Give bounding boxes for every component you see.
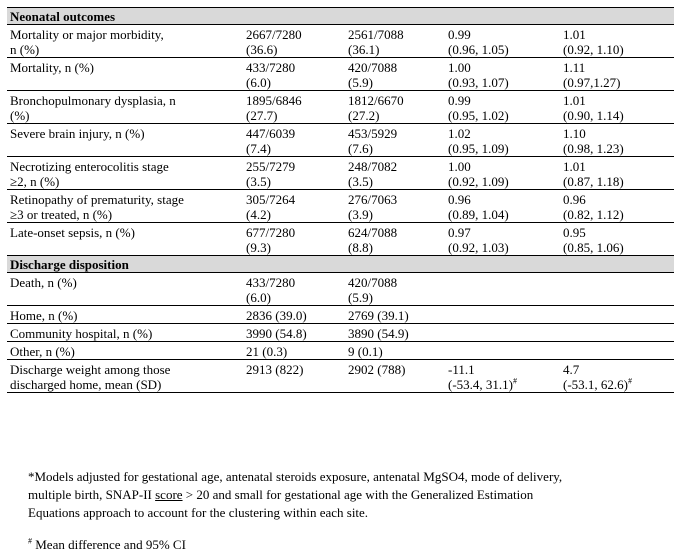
table-cell: 677/7280 (9.3) — [243, 223, 345, 256]
table-cell — [445, 324, 560, 342]
table-cell: 1.01 (0.92, 1.10) — [560, 25, 674, 58]
table-cell — [560, 342, 674, 360]
table-row — [7, 273, 674, 306]
table-cell — [445, 342, 560, 360]
table-row — [7, 91, 674, 124]
table-cell: 0.99 (0.96, 1.05) — [445, 25, 560, 58]
table-cell: 2769 (39.1) — [345, 306, 445, 324]
section-header: Discharge disposition — [7, 256, 674, 273]
table-row — [7, 342, 674, 360]
table-cell: 433/7280 (6.0) — [243, 58, 345, 91]
table-cell: 4.7 (-53.1, 62.6)# — [560, 360, 674, 393]
table-cell: 0.99 (0.95, 1.02) — [445, 91, 560, 124]
table-cell: 1.10 (0.98, 1.23) — [560, 124, 674, 157]
table-cell: 420/7088 (5.9) — [345, 273, 445, 306]
table-row — [7, 306, 674, 324]
footnote-marker: # — [628, 376, 632, 386]
row-label: Community hospital, n (%) — [7, 324, 243, 342]
table-cell: 1895/6846 (27.7) — [243, 91, 345, 124]
table-cell — [560, 273, 674, 306]
table-cell: 276/7063 (3.9) — [345, 190, 445, 223]
row-label: Mortality or major morbidity, n (%) — [7, 25, 243, 58]
table-cell: 0.95 (0.85, 1.06) — [560, 223, 674, 256]
table-cell: 305/7264 (4.2) — [243, 190, 345, 223]
row-label: Severe brain injury, n (%) — [7, 124, 243, 157]
table-row — [7, 58, 674, 91]
table-cell: 624/7088 (8.8) — [345, 223, 445, 256]
table-row — [7, 190, 674, 223]
row-label: Home, n (%) — [7, 306, 243, 324]
table-cell: 1.02 (0.95, 1.09) — [445, 124, 560, 157]
table-cell: 0.96 (0.89, 1.04) — [445, 190, 560, 223]
table-cell: 1812/6670 (27.2) — [345, 91, 445, 124]
table-cell: 453/5929 (7.6) — [345, 124, 445, 157]
row-label: Retinopathy of prematurity, stage ≥3 or treated, n (%) — [7, 190, 243, 223]
table-cell: 2913 (822) — [243, 360, 345, 393]
table-row — [7, 124, 674, 157]
table-cell: 1.01 (0.90, 1.14) — [560, 91, 674, 124]
table-cell: 9 (0.1) — [345, 342, 445, 360]
footnote-marker: # — [513, 376, 517, 386]
table-cell: 248/7082 (3.5) — [345, 157, 445, 190]
outcomes-table — [7, 7, 674, 393]
row-label: Bronchopulmonary dysplasia, n (%) — [7, 91, 243, 124]
table-cell: 2561/7088 (36.1) — [345, 25, 445, 58]
table-cell: 1.11 (0.97,1.27) — [560, 58, 674, 91]
footnote-models: *Models adjusted for gestational age, antenatal steroids exposure, antenatal MgSO4, mode of delivery, multiple birth, SNAP-II score > 20 and small for gestational age with the Generalized Estimation Equations approach to account for the clustering within each site. — [28, 469, 563, 520]
table-row — [7, 25, 674, 58]
table-cell: 0.96 (0.82, 1.12) — [560, 190, 674, 223]
row-label: Death, n (%) — [7, 273, 243, 306]
row-label: Late-onset sepsis, n (%) — [7, 223, 243, 256]
table-cell: 3990 (54.8) — [243, 324, 345, 342]
table-cell: 1.00 (0.92, 1.09) — [445, 157, 560, 190]
table-cell: 1.00 (0.93, 1.07) — [445, 58, 560, 91]
table-cell: 2902 (788) — [345, 360, 445, 393]
footnote-mean-difference: # Mean difference and 95% CI — [28, 536, 186, 552]
table-cell: 21 (0.3) — [243, 342, 345, 360]
table-cell — [445, 273, 560, 306]
table-cell: 420/7088 (5.9) — [345, 58, 445, 91]
table-cell: 1.01 (0.87, 1.18) — [560, 157, 674, 190]
table-cell — [560, 324, 674, 342]
table-cell: 0.97 (0.92, 1.03) — [445, 223, 560, 256]
row-label: Mortality, n (%) — [7, 58, 243, 91]
row-label: Other, n (%) — [7, 342, 243, 360]
table-cell — [445, 306, 560, 324]
table-cell: 2836 (39.0) — [243, 306, 345, 324]
table-row — [7, 157, 674, 190]
table-row — [7, 223, 674, 256]
table-cell: 447/6039 (7.4) — [243, 124, 345, 157]
table-cell — [560, 306, 674, 324]
table-cell: 2667/7280 (36.6) — [243, 25, 345, 58]
table-cell: -11.1 (-53.4, 31.1)# — [445, 360, 560, 393]
table-cell: 3890 (54.9) — [345, 324, 445, 342]
table-row — [7, 324, 674, 342]
table-cell: 255/7279 (3.5) — [243, 157, 345, 190]
table-cell: 433/7280 (6.0) — [243, 273, 345, 306]
section-header: Neonatal outcomes — [7, 8, 674, 25]
row-label: Discharge weight among those discharged home, mean (SD) — [7, 360, 243, 393]
table-row — [7, 360, 674, 393]
row-label: Necrotizing enterocolitis stage ≥2, n (%) — [7, 157, 243, 190]
